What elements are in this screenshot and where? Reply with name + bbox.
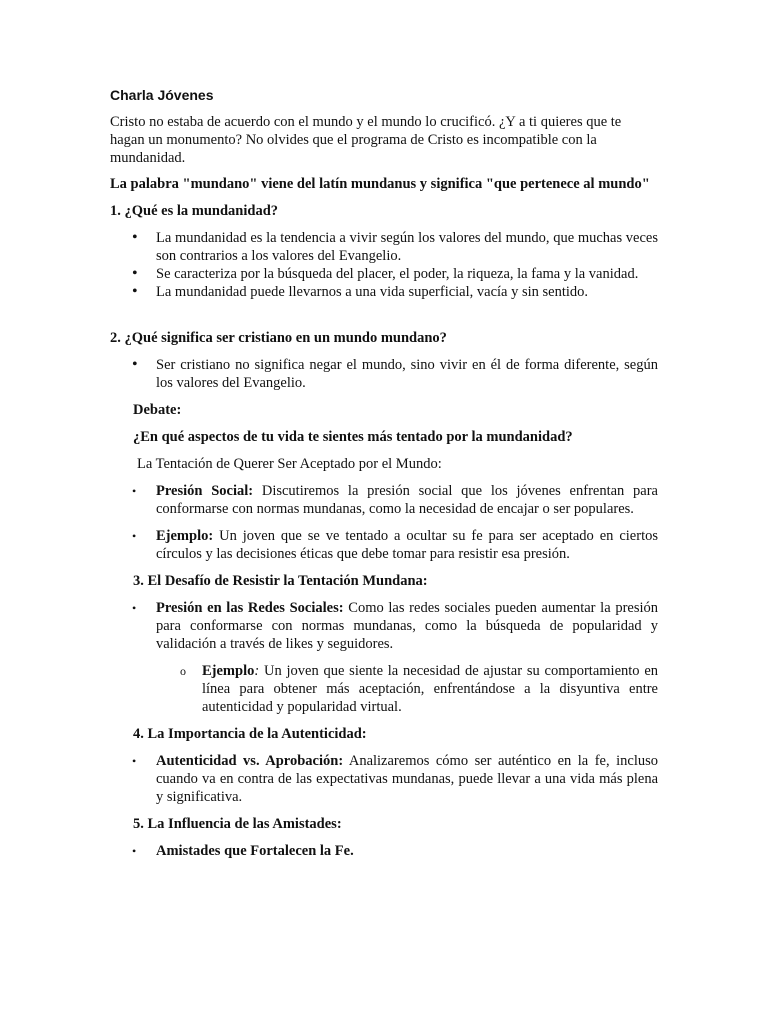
item-term: Autenticidad vs. Aprobación:: [156, 753, 344, 769]
debate-list: [110, 482, 658, 563]
intro-paragraph: Cristo no estaba de acuerdo con el mundo y el mundo lo crucificó. ¿Y a ti quieres que te hagan un monumento? No olvides que el programa de Cristo es incompatible con la mundanidad.: [110, 114, 622, 166]
item-term: Ejemplo: [202, 663, 255, 679]
section3-sublist: [110, 662, 658, 716]
item-term: Amistades que Fortalecen la Fe.: [156, 843, 354, 859]
section1-list: [110, 229, 658, 301]
document-title: Charla Jóvenes: [110, 87, 214, 103]
item-term: Presión en las Redes Sociales:: [156, 600, 344, 616]
section5-heading: 5. La Influencia de las Amistades:: [133, 816, 342, 832]
debate-question: ¿En qué aspectos de tu vida te sientes más tentado por la mundanidad?: [133, 429, 573, 445]
list-item: [110, 842, 658, 860]
sub-list-item: [110, 662, 658, 716]
item-text: Un joven que se ve tentado a ocultar su fe para ser aceptado en ciertos círculos y las decisiones éticas que debe tomar para resistir esa presión.: [156, 528, 658, 562]
definition-paragraph: La palabra "mundano" viene del latín mundanus y significa "que pertenece al mundo": [110, 176, 650, 192]
debate-label: Debate:: [133, 402, 182, 418]
document-body: [110, 86, 658, 860]
item-colon: :: [254, 663, 260, 679]
item-text: Discutiremos la presión social que los jóvenes enfrentan para conformarse con normas mundanas, como la necesidad de encajar o ser populares.: [156, 483, 658, 517]
list-item: • Ser cristiano no significa negar el mundo, sino vivir en él de forma diferente, según los valores del Evangelio.: [110, 356, 658, 392]
section2-list: [110, 356, 658, 392]
item-term: Ejemplo:: [156, 528, 214, 544]
temptation-heading: La Tentación de Querer Ser Aceptado por el Mundo:: [137, 456, 442, 472]
list-item: [110, 527, 658, 563]
section5-list: [110, 842, 658, 860]
list-item: [110, 599, 658, 653]
item-text: Analizaremos cómo ser auténtico en la fe, incluso cuando va en contra de las expectativas mundanas, puede llevar a una vida más plena y significativa.: [156, 753, 658, 805]
list-item: [110, 482, 658, 518]
list-item: • La mundanidad es la tendencia a vivir según los valores del mundo, que muchas veces son contrarios a los valores del Evangelio.: [110, 229, 658, 265]
list-item: [110, 752, 658, 806]
item-term: Presión Social:: [156, 483, 254, 499]
item-text: Un joven que siente la necesidad de ajustar su comportamiento en línea para obtener más aceptación, enfrentándose a la disyuntiva entre autenticidad y popularidad virtual.: [202, 663, 658, 715]
section3-heading: 3. El Desafío de Resistir la Tentación Mundana:: [133, 573, 428, 589]
section1-heading: 1. ¿Qué es la mundanidad?: [110, 203, 279, 219]
list-item: • La mundanidad puede llevarnos a una vida superficial, vacía y sin sentido.: [110, 283, 658, 301]
list-item: • Se caracteriza por la búsqueda del placer, el poder, la riqueza, la fama y la vanidad.: [110, 265, 658, 283]
section4-list: [110, 752, 658, 806]
item-text: Como las redes sociales pueden aumentar la presión para conformarse con normas mundanas, como la búsqueda de popularidad y validación a través de likes y seguidores.: [156, 600, 659, 652]
section3-list: [110, 599, 658, 653]
section2-heading: 2. ¿Qué significa ser cristiano en un mundo mundano?: [110, 330, 447, 346]
section4-heading: 4. La Importancia de la Autenticidad:: [133, 726, 367, 742]
